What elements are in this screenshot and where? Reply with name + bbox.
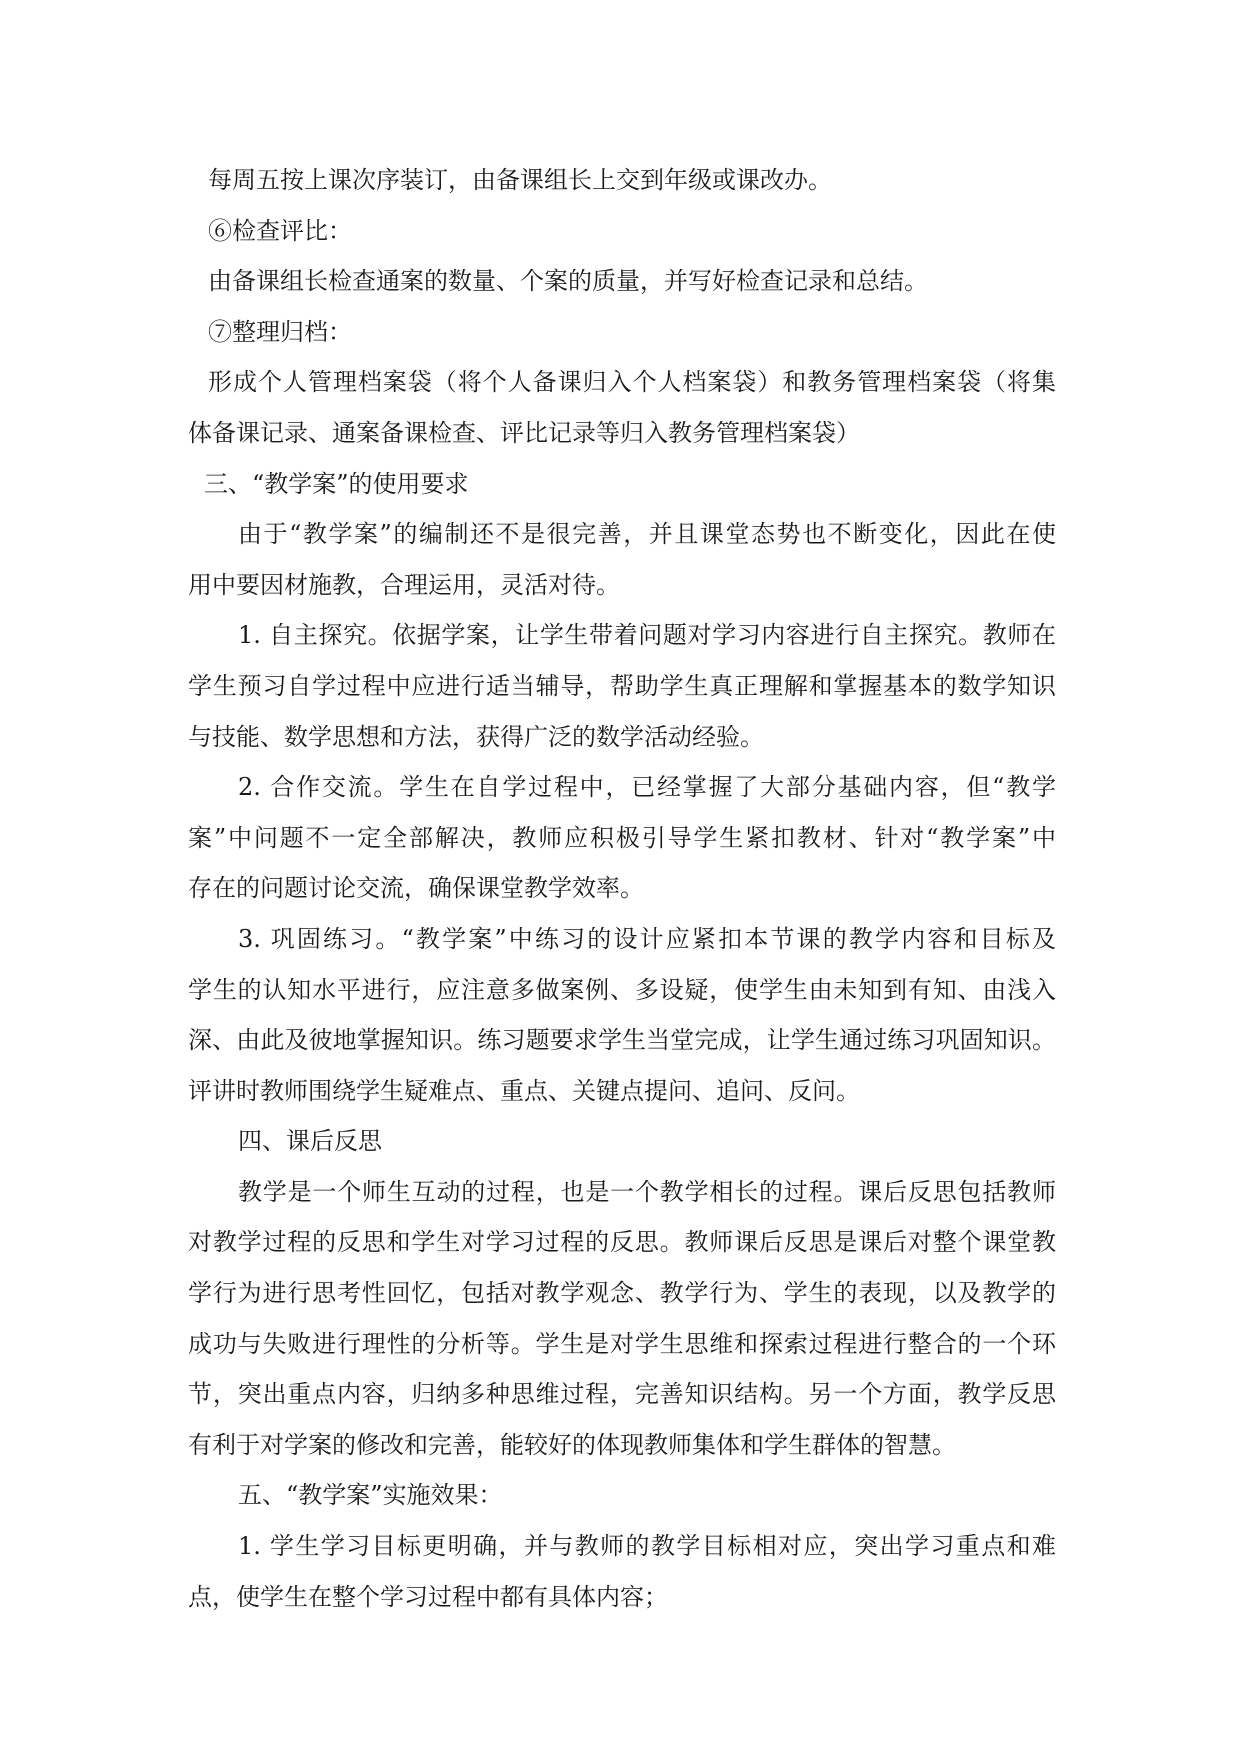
text-line: 每周五按上课次序装订，由备课组长上交到年级或课改办。 [208,166,832,194]
list-item-heading: ⑦整理归档： [208,317,352,346]
text-line: 深、由此及彼地掌握知识。练习题要求学生当堂完成，让学生通过练习巩固知识。 [188,1026,1056,1055]
text-line: 由备课组长检查通案的数量、个案的质量，并写好检查记录和总结。 [208,267,928,296]
section-heading: 五、“教学案”实施效果： [238,1481,503,1510]
text-line: 评讲时教师围绕学生疑难点、重点、关键点提问、追问、反问。 [188,1076,860,1105]
list-item-heading: ⑥检查评比： [208,216,352,245]
text-line: 学生的认知水平进行，应注意多做案例、多设疑，使学生由未知到有知、由浅入 [188,975,1056,1004]
text-line: 用中要因材施教，合理运用，灵活对待。 [188,570,620,599]
text-line: 学行为进行思考性回忆，包括对教学观念、教学行为、学生的表现，以及教学的 [188,1279,1056,1308]
text-line: 2. 合作交流。学生在自学过程中，已经掌握了大部分基础内容，但“教学 [238,773,1056,802]
text-line: 学生预习自学过程中应进行适当辅导，帮助学生真正理解和掌握基本的数学知识 [188,671,1056,700]
text-line: 有利于对学案的修改和完善，能较好的体现教师集体和学生群体的智慧。 [188,1430,956,1459]
text-line: 由于“教学案”的编制还不是很完善，并且课堂态势也不断变化，因此在使 [238,520,1056,549]
text-line: 1. 学生学习目标更明确，并与教师的教学目标相对应，突出学习重点和难 [238,1532,1056,1561]
text-line: 对教学过程的反思和学生对学习过程的反思。教师课后反思是课后对整个课堂教 [188,1228,1056,1257]
text-line: 1. 自主探究。依据学案，让学生带着问题对学习内容进行自主探究。教师在 [238,621,1056,650]
text-line: 案”中问题不一定全部解决，教师应积极引导学生紧扣教材、针对“教学案”中 [188,823,1056,852]
text-line: 节，突出重点内容，归纳多种思维过程，完善知识结构。另一个方面，教学反思 [188,1380,1056,1409]
text-line: 与技能、数学思想和方法，获得广泛的数学活动经验。 [188,722,764,751]
text-line: 形成个人管理档案袋（将个人备课归入个人档案袋）和教务管理档案袋（将集 [208,368,1056,397]
text-line: 教学是一个师生互动的过程，也是一个教学相长的过程。课后反思包括教师 [238,1177,1056,1206]
section-heading: 四、课后反思 [238,1127,382,1156]
text-line: 体备课记录、通案备课检查、评比记录等归入教务管理档案袋） [188,418,860,447]
text-line: 存在的问题讨论交流，确保课堂教学效率。 [188,874,644,903]
text-line: 点，使学生在整个学习过程中都有具体内容； [188,1582,668,1611]
text-line: 3. 巩固练习。“教学案”中练习的设计应紧扣本节课的教学内容和目标及 [238,924,1056,953]
section-heading: 三、“教学案”的使用要求 [204,469,469,498]
document-body [188,155,1056,1622]
text-line: 成功与失败进行理性的分析等。学生是对学生思维和探索过程进行整合的一个环 [188,1329,1056,1358]
